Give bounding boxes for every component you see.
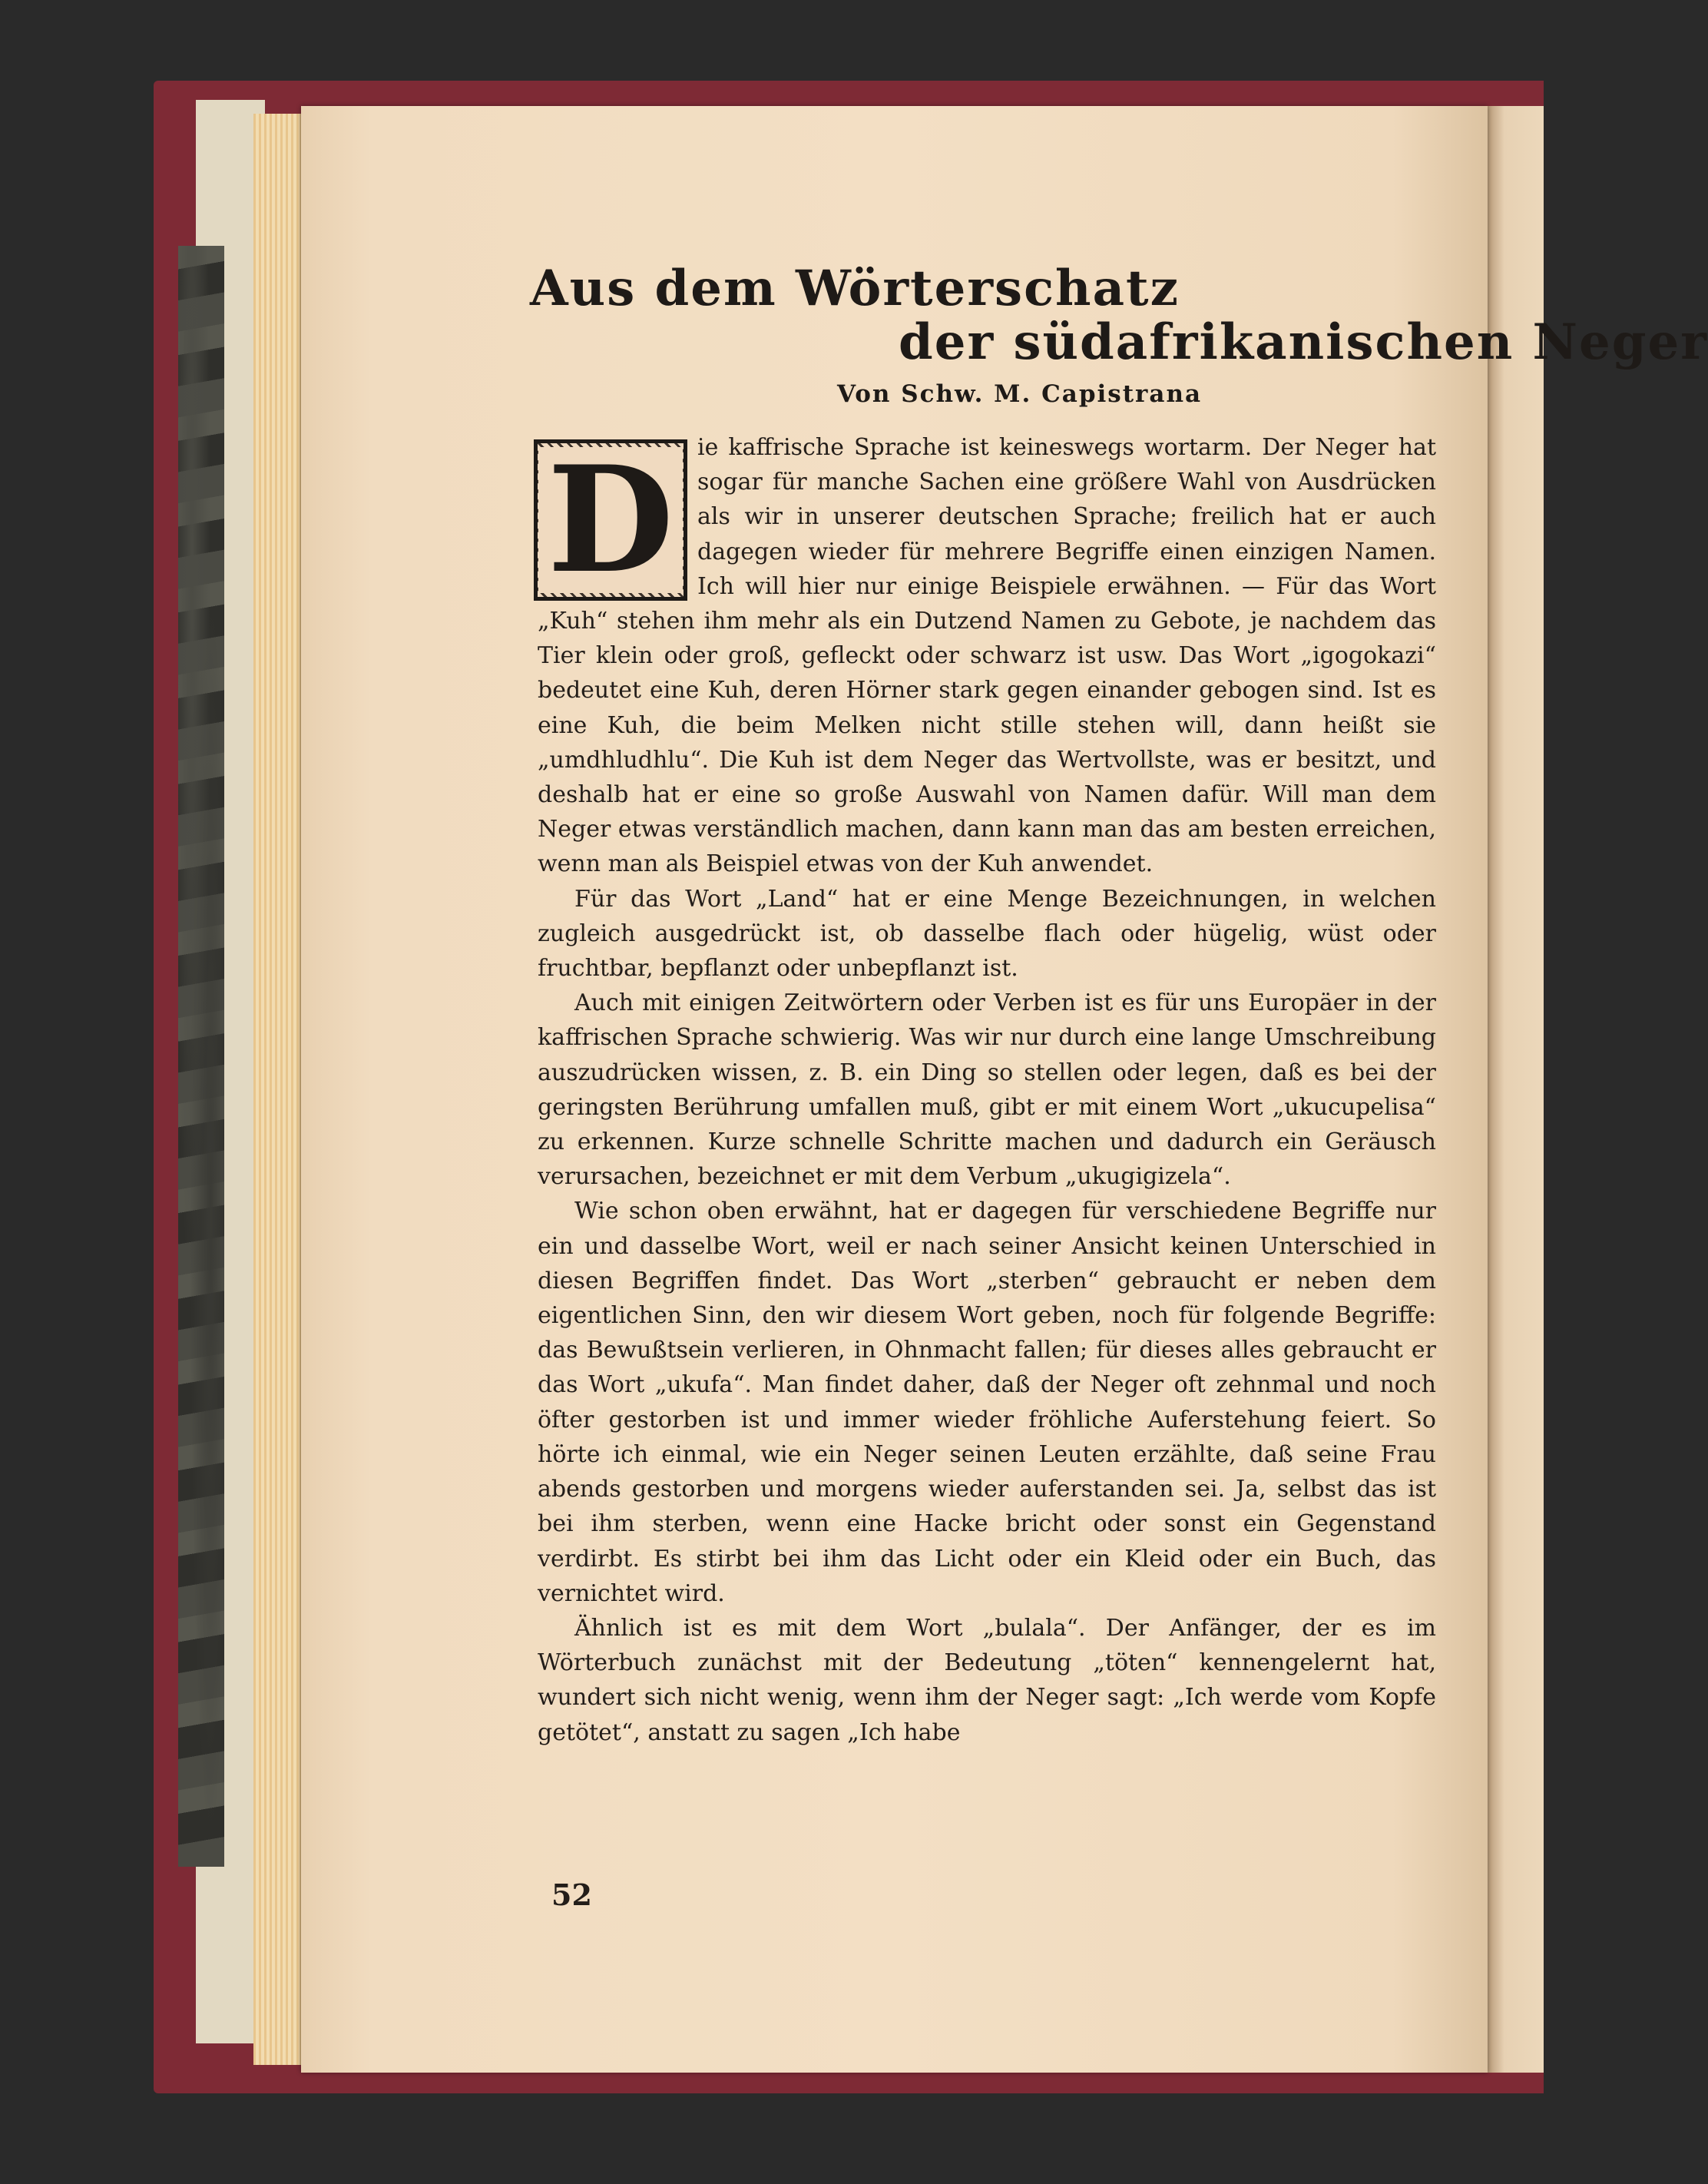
paragraph-2: Für das Wort „Land“ hat er eine Menge Bezeichnungen, in welchen zugleich ausgedrückt ist, ob dasselbe flach oder hügelig, wüst oder fruchtbar, bepflanzt oder unbepflanzt ist. — [538, 885, 1436, 983]
paragraph-5: Ähnlich ist es mit dem Wort „bulala“. Der Anfänger, der es im Wörterbuch zunächst mit der Bedeutung „töten“ kennengelernt hat, wundert sich nicht wenig, wenn ihm der Neger sagt: „Ich werde vom Kopfe getötet“, anstatt zu sagen „Ich habe — [538, 1614, 1436, 1746]
article-title-line-1: Aus dem Wörterschatz — [530, 260, 1180, 317]
article-body — [538, 430, 1436, 1913]
facing-page-edge — [1488, 106, 1544, 2073]
initial-letter: D — [538, 447, 684, 593]
paragraph-1: ie kaffrische Sprache ist keineswegs wortarm. Der Neger hat sogar für manche Sachen eine größere Wahl von Ausdrücken als wir in unserer deutschen Sprache; freilich hat er auch dagegen wieder für mehrere Begriffe einen einzigen Namen. Ich will hier nur einige Beispiele erwähnen. — Für das Wort „Kuh“ stehen ihm mehr als ein Dutzend Namen zu Gebote, je nachdem das Tier klein oder groß, gefleckt oder schwarz ist usw. Das Wort „igogokazi“ bedeutet eine Kuh, deren Hörner stark gegen einander gebogen sind. Ist es eine Kuh, die beim Melken nicht stille stehen will, dann heißt sie „umdhludhlu“. Die Kuh ist dem Neger das Wertvollste, was er besitzt, und deshalb hat er eine so große Auswahl von Namen dafür. Will man dem Neger etwas verständlich machen, dann kann man das am besten erreichen, wenn man als Beispiel etwas von der Kuh anwendet. — [538, 434, 1436, 878]
paragraph-4: Wie schon oben erwähnt, hat er dagegen für verschiedene Begriffe nur ein und dasselbe Wort, weil er nach seiner Ansicht keinen Unterschied in diesen Begriffen findet. Das Wort „sterben“ gebraucht er neben dem eigentlichen Sinn, den wir diesem Wort geben, noch für folgende Begriffe: das Bewußtsein verlieren, in Ohnmacht fallen; für dieses alles gebraucht er das Wort „ukufa“. Man findet daher, daß der Neger oft zehnmal und noch öfter gestorben ist und immer wieder fröhliche Auferstehung feiert. So hörte ich einmal, wie ein Neger seinen Leuten erzählte, daß seine Frau abends gestorben und morgens wieder auferstanden sei. Ja, selbst das ist bei ihm sterben, wenn eine Hacke bricht oder sonst ein Gegenstand verdirbt. Es stirbt bei ihm das Licht oder ein Kleid oder ein Buch, das vernichtet wird. — [538, 1198, 1436, 1607]
article-title-line-2: der südafrikanischen Neger — [899, 313, 1708, 371]
page-edges — [253, 114, 301, 2065]
marbled-cover-edge — [178, 246, 224, 1867]
author-byline: Von Schw. M. Capistrana — [837, 380, 1203, 408]
paragraph-3: Auch mit einigen Zeitwörtern oder Verben ist es für uns Europäer in der kaffrischen Sprache schwierig. Was wir nur durch eine lange Umschreibung auszudrücken wissen, z. B. ein Ding so stellen oder legen, daß es bei der geringsten Berührung umfallen muß, gibt er mit einem Wort „ukucupelisa“ zu erkennen. Kurze schnelle Schritte machen und dadurch ein Geräusch verursachen, bezeichnet er mit dem Verbum „ukugigizela“. — [538, 989, 1436, 1191]
page-number: 52 — [551, 1877, 592, 1912]
